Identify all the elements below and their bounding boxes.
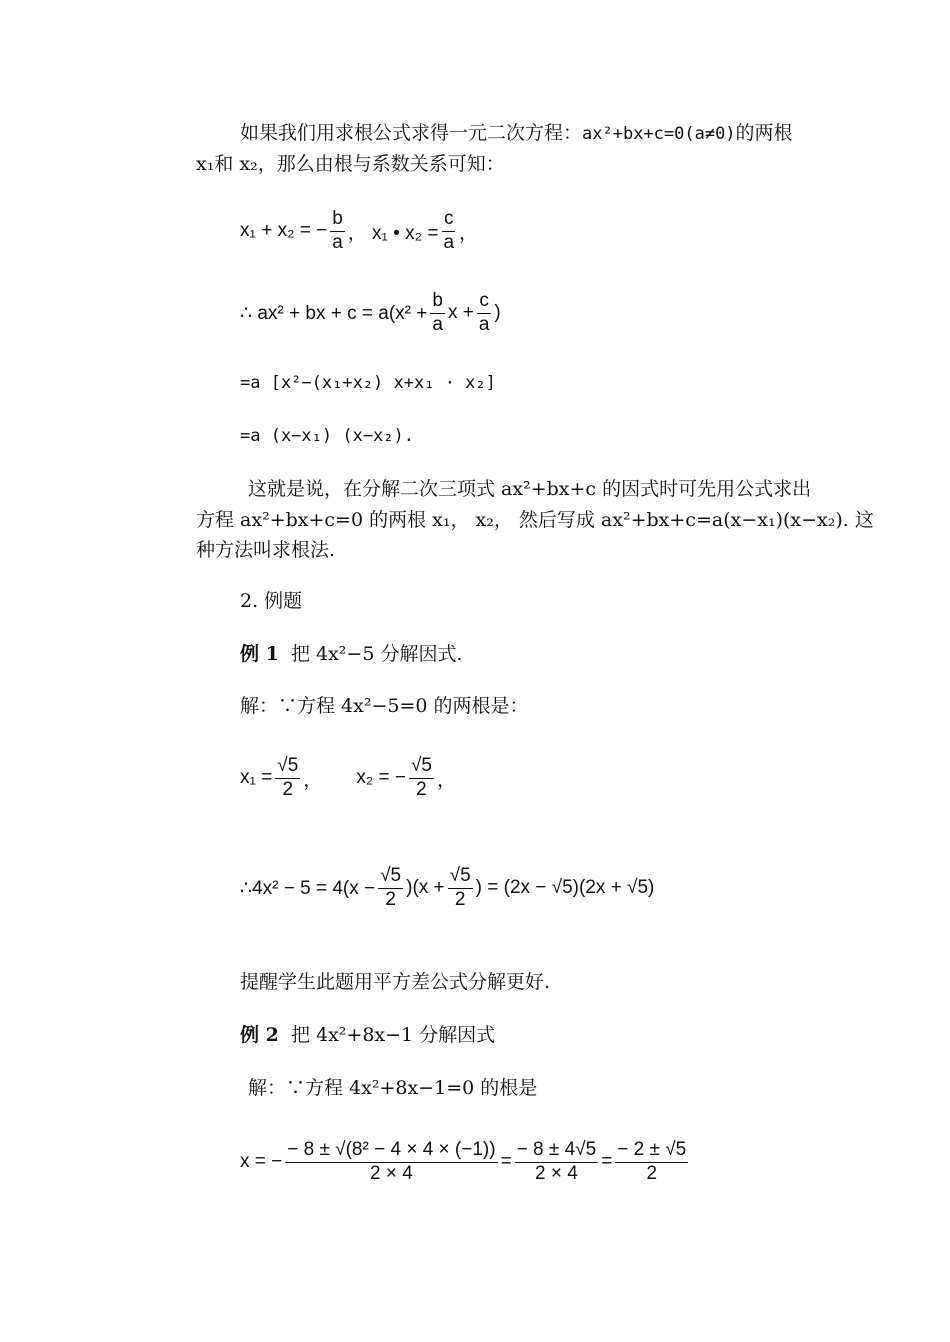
fraction-numerator: √5	[409, 756, 434, 779]
factor-formula	[240, 288, 501, 338]
example-2-heading	[240, 1020, 495, 1051]
factorization-lhs: ∴4x² − 5 = 4(x −	[240, 877, 376, 899]
example-2-text: 把 4x²+8x−1 分解因式	[290, 1024, 496, 1046]
equation-line-1: =a [x²−(x₁+x₂) x+x₁ · x₂]	[240, 373, 496, 393]
fraction-numerator: √5	[275, 756, 300, 779]
vieta-sum-lhs: x₁ + x₂ = −	[240, 220, 328, 241]
equals-sign: =	[601, 1151, 613, 1172]
fraction-b-over-a	[330, 209, 345, 254]
vieta-formula	[240, 206, 478, 256]
factor-end: )	[494, 302, 501, 323]
fraction-denominator: 2 × 4	[370, 1162, 413, 1184]
fraction-numerator: √5	[448, 866, 473, 889]
fraction-denominator: 2	[646, 1162, 658, 1184]
intro-tail: 的两根	[735, 122, 793, 144]
fraction-neg-sqrt5-over-2	[409, 756, 434, 801]
example-1-solution: 解：∵方程 4x²−5=0 的两根是：	[240, 695, 529, 717]
fraction-c-over-a	[477, 291, 492, 336]
fraction-denominator: 2	[282, 778, 294, 800]
factorization-rhs: ) = (2x − √5)(2x + √5)	[475, 877, 655, 898]
example-1-text: 把 4x²−5 分解因式.	[290, 643, 463, 665]
fraction-c-over-a	[441, 209, 456, 254]
fraction-denominator: 2	[454, 888, 466, 910]
fraction-b-over-a	[430, 291, 445, 336]
example-2-label: 例 2	[240, 1024, 279, 1046]
intro-line-2: x₁和 x₂，那么由根与系数关系可知：	[196, 153, 505, 175]
fraction-denominator: a	[478, 313, 490, 335]
fraction-denominator: a	[332, 231, 343, 253]
root-x1-lhs: x₁ =	[240, 767, 273, 788]
fraction-numerator: b	[330, 209, 345, 232]
fraction-simplified-2	[615, 1140, 688, 1185]
fraction-numerator: b	[430, 291, 445, 314]
root-separator: ，	[303, 769, 323, 791]
paragraph-2-line-2: 方程 ax²+bx+c=0 的两根 x₁， x₂， 然后写成 ax²+bx+c=a(x−x₁)(x−x₂). 这	[196, 509, 874, 531]
equation-line-2: =a (x−x₁) (x−x₂).	[240, 426, 414, 446]
example-1-roots	[240, 750, 456, 806]
quadratic-lhs: x = −	[240, 1151, 283, 1172]
root-end: ，	[436, 769, 456, 791]
example-1-heading	[240, 639, 463, 670]
fraction-quadratic-root	[285, 1140, 497, 1185]
fraction-sqrt5-over-2	[448, 866, 473, 911]
fraction-numerator: √5	[378, 866, 403, 889]
fraction-sqrt5-over-2	[275, 756, 300, 801]
vieta-product-lhs: ， x₁ • x₂ =	[347, 222, 439, 244]
example-1-factorization	[240, 860, 654, 916]
paragraph-2-line-3: 种方法叫求根法.	[196, 539, 336, 561]
fraction-denominator: 2 × 4	[535, 1162, 578, 1184]
example-2-quadratic-formula	[240, 1134, 691, 1190]
fraction-denominator: a	[443, 231, 455, 253]
factor-lhs: ∴ ax² + bx + c = a(x² +	[240, 302, 428, 324]
fraction-denominator: 2	[385, 888, 396, 910]
intro-equation: ax²+bx+c=0(a≠0)	[582, 124, 736, 144]
example-1-note: 提醒学生此题用平方差公式分解更好.	[240, 971, 551, 993]
fraction-numerator: c	[477, 291, 491, 314]
fraction-denominator: a	[432, 313, 443, 335]
fraction-sqrt5-over-2	[378, 866, 403, 911]
factorization-mid: )(x +	[406, 877, 445, 898]
fraction-numerator: − 8 ± √(8² − 4 × 4 × (−1))	[285, 1140, 497, 1163]
equals-sign: =	[500, 1151, 512, 1172]
paragraph-2-line-1: 这就是说，在分解二次三项式 ax²+bx+c 的因式时可先用公式求出	[248, 478, 812, 500]
section-heading: 2. 例题	[240, 590, 303, 612]
factor-mid: x +	[447, 302, 474, 323]
fraction-denominator: 2	[416, 778, 427, 800]
fraction-numerator: − 8 ± 4√5	[515, 1140, 599, 1163]
example-1-label: 例 1	[240, 643, 279, 665]
vieta-end: ，	[459, 222, 479, 244]
intro-lead: 如果我们用求根公式求得一元二次方程：	[240, 122, 583, 144]
fraction-numerator: − 2 ± √5	[615, 1140, 688, 1163]
example-2-solution: 解：∵方程 4x²+8x−1=0 的根是	[248, 1077, 538, 1099]
fraction-numerator: c	[442, 209, 456, 232]
intro-line-1	[240, 118, 793, 150]
root-x2-lhs: x₂ = −	[356, 767, 406, 788]
fraction-simplified-1	[515, 1140, 599, 1185]
